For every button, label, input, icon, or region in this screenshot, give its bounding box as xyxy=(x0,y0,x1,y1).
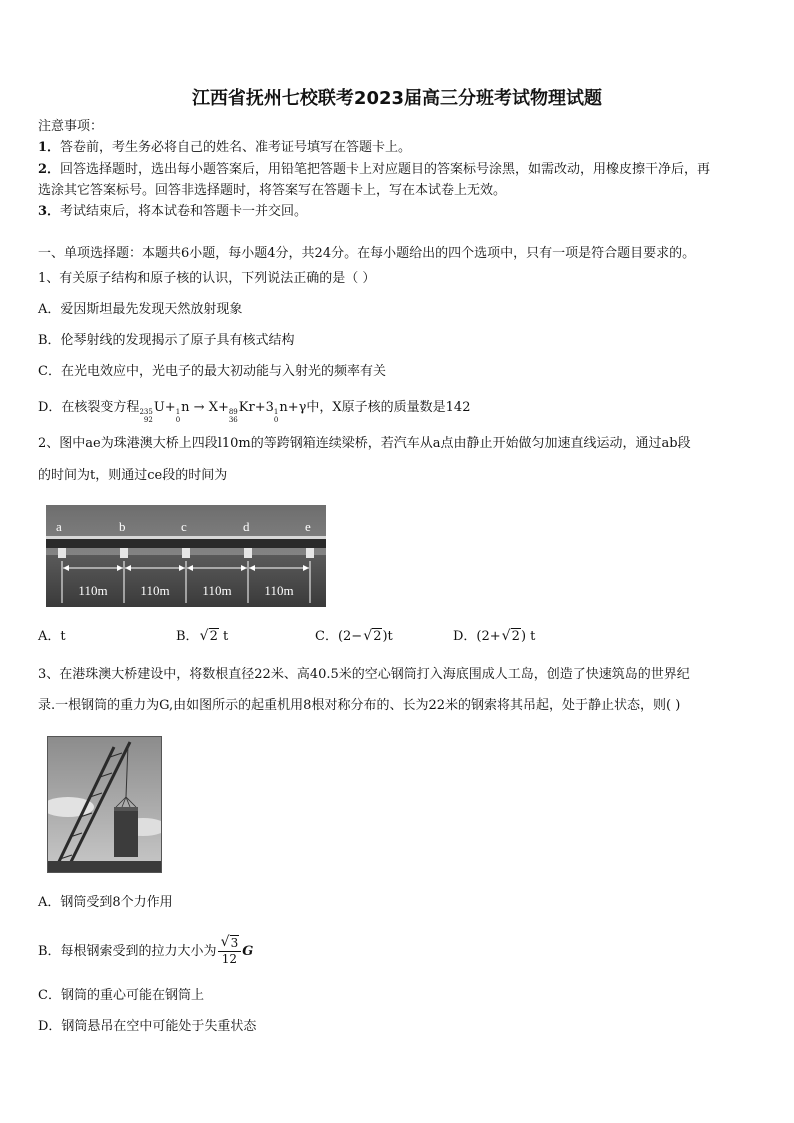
q1-option-a: A．爱因斯坦最先发现天然放射现象 xyxy=(38,302,243,317)
q3-stem-line1: 3、在港珠澳大桥建设中，将数根直径22米、高40.5米的空心钢筒打入海底围成人工岛，创造了快速筑岛的世界纪 xyxy=(38,667,690,682)
option-label: D．(2+ xyxy=(453,629,501,644)
q3-option-d: D．钢筒悬吊在空中可能处于失重状态 xyxy=(38,1019,257,1034)
eq-plus: + xyxy=(164,400,176,415)
page-title: 江西省抚州七校联考2023届高三分班考试物理试题 xyxy=(191,88,603,109)
eq-kr: Kr xyxy=(238,400,255,415)
section-heading: 一、单项选择题：本题共6小题，每小题4分，共24分。在每小题给出的四个选项中，只有一项是符合题目要求的。 xyxy=(38,246,696,261)
radicand: 2 xyxy=(373,629,382,644)
notice-text: 答卷前，考生务必将自己的姓名、准考证号填写在答题卡上。 xyxy=(60,140,412,155)
notice-item-2-cont: 选涂其它答案标号。回答非选择题时，将答案写在答题卡上，写在本试卷上无效。 xyxy=(38,183,507,198)
notice-text: 回答选择题时，选出每小题答案后，用铅笔把答题卡上对应题目的答案标号涂黑，如需改动，用橡皮擦干净后，再 xyxy=(60,162,711,177)
q2-option-d xyxy=(453,628,535,646)
sqrt-sign xyxy=(200,628,219,646)
q1-option-d xyxy=(38,399,470,424)
nuclide-n2: 1 0 xyxy=(273,408,279,424)
bridge-photo xyxy=(46,505,326,607)
q2-stem-line1: 2、图中ae为珠港澳大桥上四段l10m的等跨钢箱连续梁桥，若汽车从a点由静止开始做匀加速直线运动，通过ab段 xyxy=(38,436,691,451)
q3-option-c: C．钢筒的重心可能在钢筒上 xyxy=(38,988,204,1003)
q3-option-b xyxy=(38,930,253,974)
notice-heading: 注意事项： xyxy=(38,119,104,134)
option-tail: )t xyxy=(382,629,393,644)
q3-stem-line2: 录.一根钢筒的重力为G,由如图所示的起重机用8根对称分布的、长为22米的钢索将其吊起，处于静止状态，则( ) xyxy=(38,698,681,713)
frac-numerator: 3 xyxy=(230,936,239,950)
q2-stem-line2: 的时间为t，则通过ce段的时间为 xyxy=(38,468,228,483)
bridge-point-a: a xyxy=(56,519,62,534)
q1-d-suffix: 中，X原子核的质量数是142 xyxy=(306,400,471,415)
crane-figure xyxy=(47,736,162,873)
bridge-point-c: c xyxy=(181,519,187,534)
bridge-figure xyxy=(46,505,326,607)
var-t: t xyxy=(222,629,229,644)
q1-option-b: B．伦琴射线的发现揭示了原子具有核式结构 xyxy=(38,333,295,348)
nuclide-n: 1 0 xyxy=(175,408,181,424)
frac-denominator: 12 xyxy=(221,952,238,966)
span-label-2: 110m xyxy=(140,583,170,598)
nuclide-kr: 89 36 xyxy=(228,408,238,424)
eq-plus3: +3 xyxy=(254,400,274,415)
q2-option-a: A．t xyxy=(38,629,66,644)
var-g: G xyxy=(242,944,254,959)
q2-option-b xyxy=(176,628,228,646)
bridge-point-e: e xyxy=(305,519,311,534)
span-label-3: 110m xyxy=(202,583,232,598)
eq-u: U xyxy=(153,400,165,415)
sqrt-sign xyxy=(363,628,382,646)
span-label-1: 110m xyxy=(78,583,108,598)
option-tail: ) t xyxy=(520,629,536,644)
fraction xyxy=(218,936,242,967)
q3-b-prefix: B．每根钢索受到的拉力大小为 xyxy=(38,944,217,959)
radicand: 2 xyxy=(511,629,520,644)
q3-option-a: A．钢筒受到8个力作用 xyxy=(38,895,173,910)
notice-item-1 xyxy=(38,139,411,157)
notice-item-2 xyxy=(38,161,710,179)
sqrt-sign xyxy=(502,628,521,646)
eq-arrow: → X+ xyxy=(189,400,229,415)
eq-n: n xyxy=(181,400,190,415)
notice-item-3 xyxy=(38,203,307,221)
crane-photo xyxy=(48,737,161,872)
notice-num: 2． xyxy=(38,162,61,177)
span-label-4: 110m xyxy=(264,583,294,598)
bridge-point-d: d xyxy=(243,519,250,534)
option-label: B． xyxy=(176,629,199,644)
q1-stem: 1、有关原子结构和原子核的认识，下列说法正确的是（ ） xyxy=(38,271,376,286)
nuclide-u: 235 92 xyxy=(139,408,153,424)
notice-num: 1． xyxy=(38,140,61,155)
option-label: C．(2− xyxy=(315,629,363,644)
q2-option-c xyxy=(315,628,393,646)
q1-option-c: C．在光电效应中，光电子的最大初动能与入射光的频率有关 xyxy=(38,364,386,379)
notice-num: 3． xyxy=(38,204,61,219)
bridge-point-b: b xyxy=(119,519,126,534)
radicand: 2 xyxy=(209,629,218,644)
notice-text: 考试结束后，将本试卷和答题卡一并交回。 xyxy=(60,204,308,219)
eq-n-gamma: n+γ xyxy=(279,400,307,415)
q1-d-prefix: D．在核裂变方程 xyxy=(38,400,140,415)
